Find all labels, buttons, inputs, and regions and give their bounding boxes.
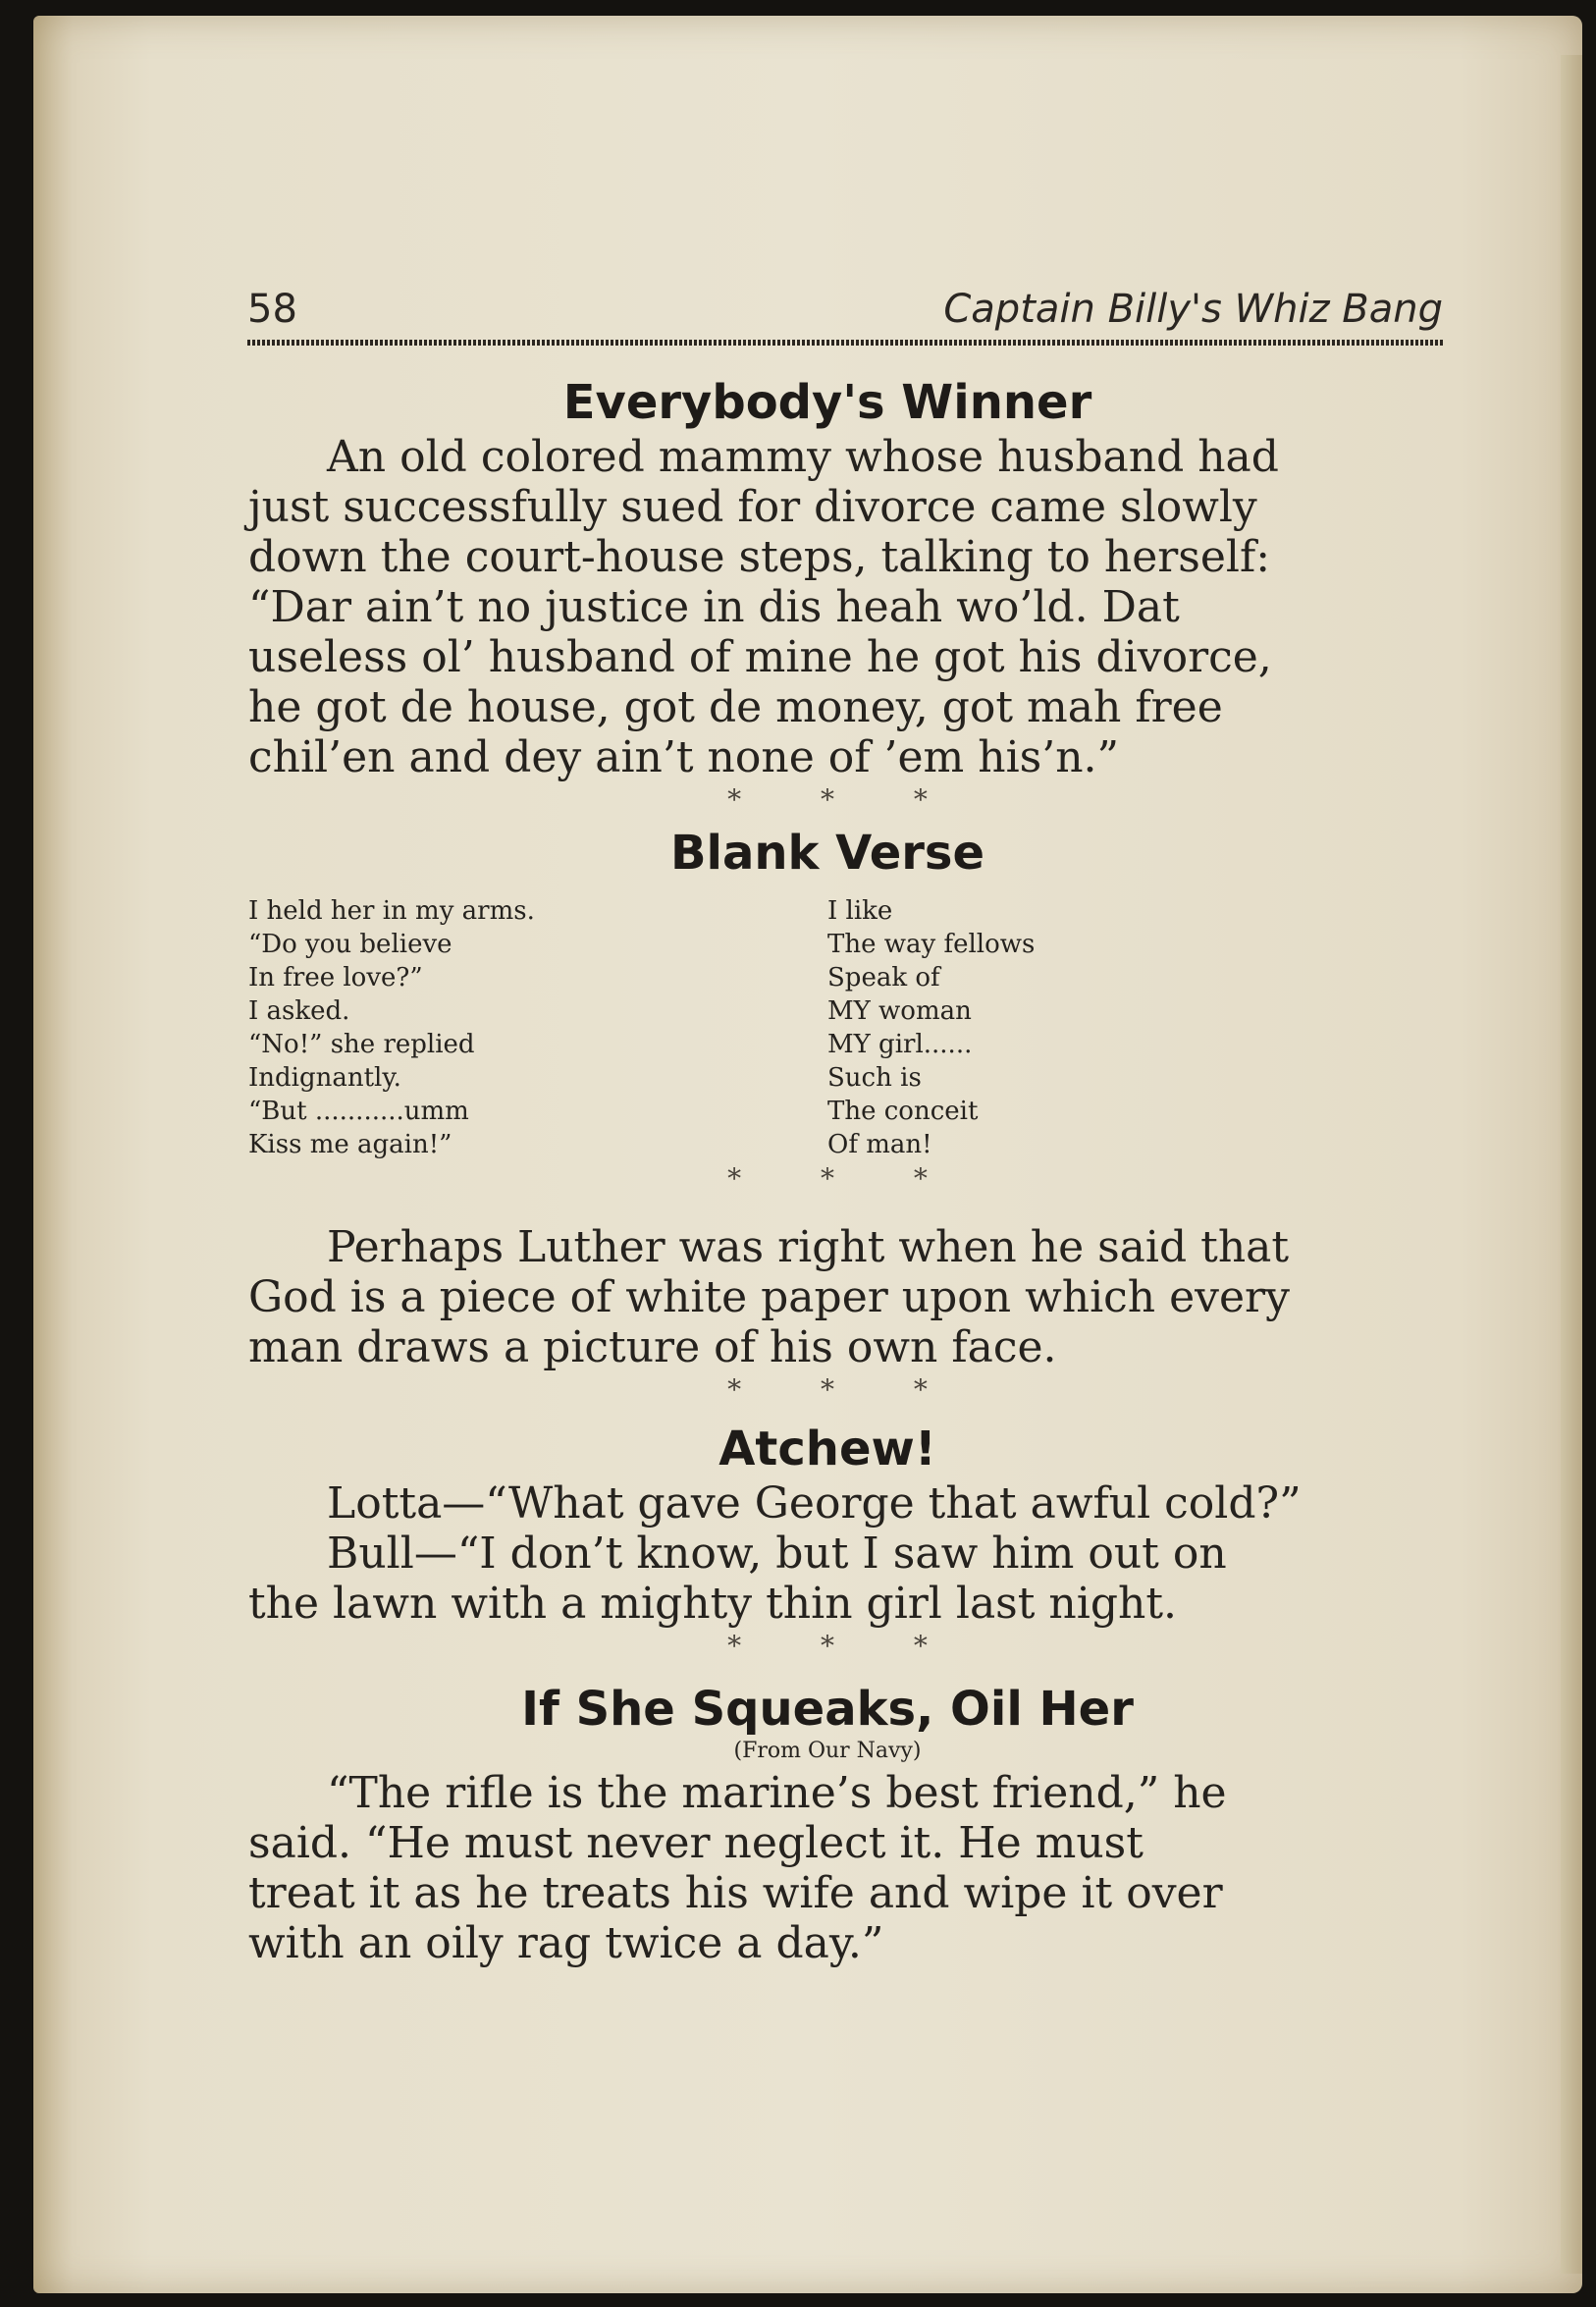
text-line: useless ol’ husband of mine he got his divorce,	[248, 632, 1272, 682]
header-rule	[247, 340, 1443, 346]
text-line: God is a piece of white paper upon which every	[248, 1272, 1290, 1322]
article-if-she-squeaks	[248, 1680, 1407, 1968]
verse-left-column	[248, 894, 827, 1161]
star-divider: * * *	[727, 1630, 963, 1662]
article-body	[248, 1222, 1407, 1372]
verse-line: Kiss me again!”	[248, 1130, 452, 1159]
verse-line: I like	[827, 896, 893, 926]
article-title: Blank Verse	[669, 826, 985, 881]
article-atchew	[248, 1420, 1407, 1629]
text-line: said. “He must never neglect it. He must	[248, 1818, 1144, 1868]
text-line: down the court-house steps, talking to herself:	[248, 532, 1271, 582]
star-divider: * * *	[727, 783, 963, 816]
verse-columns	[248, 894, 1407, 1161]
text-line: with an oily rag twice a day.”	[248, 1918, 884, 1968]
article-blank-verse	[248, 824, 1407, 1161]
text-line: “The rifle is the marine’s best friend,” he	[327, 1768, 1227, 1818]
page-content	[248, 373, 1407, 1968]
verse-right-column	[827, 894, 1407, 1161]
text-line: treat it as he treats his wife and wipe it over	[248, 1868, 1223, 1918]
article-everybodys-winner	[248, 373, 1407, 782]
text-line: chil’en and dey ain’t none of ’em his’n.”	[248, 732, 1120, 782]
star-divider: * * *	[727, 1373, 963, 1406]
article-title: If She Squeaks, Oil Her	[521, 1682, 1134, 1737]
verse-line: The conceit	[827, 1097, 979, 1126]
article-title: Atchew!	[718, 1422, 936, 1476]
text-line: he got de house, got de money, got mah free	[248, 682, 1223, 732]
verse-line: The way fellows	[827, 930, 1036, 959]
page-header	[247, 287, 1443, 355]
article-source: (From Our Navy)	[733, 1739, 922, 1763]
page-number: 58	[247, 287, 297, 332]
text-line: man draws a picture of his own face.	[248, 1322, 1057, 1372]
verse-line: I asked.	[248, 996, 350, 1026]
verse-line: I held her in my arms.	[248, 896, 535, 926]
article-luther	[248, 1222, 1407, 1372]
text-line: Perhaps Luther was right when he said that	[327, 1222, 1290, 1272]
text-line: just successfully sued for divorce came slowly	[248, 482, 1257, 532]
verse-line: MY woman	[827, 996, 972, 1026]
article-body	[248, 432, 1407, 782]
article-body	[248, 1478, 1407, 1629]
verse-line: Indignantly.	[248, 1063, 401, 1093]
verse-line: “No!” she replied	[248, 1030, 475, 1059]
verse-line: In free love?”	[248, 963, 423, 993]
text-line: Lotta—“What gave George that awful cold?”	[327, 1478, 1302, 1529]
article-body	[248, 1768, 1407, 1968]
star-divider: * * *	[727, 1162, 963, 1195]
verse-line: Such is	[827, 1063, 922, 1093]
text-line: An old colored mammy whose husband had	[327, 432, 1279, 482]
verse-line: Of man!	[827, 1130, 932, 1159]
text-line: “Dar ain’t no justice in dis heah wo’ld. Dat	[248, 582, 1180, 632]
text-line: Bull—“I don’t know, but I saw him out on	[327, 1529, 1227, 1579]
running-title: Captain Billy's Whiz Bang	[943, 287, 1443, 332]
text-line: the lawn with a mighty thin girl last night.	[248, 1579, 1177, 1629]
verse-line: Speak of	[827, 963, 940, 993]
verse-line: MY girl......	[827, 1030, 973, 1059]
verse-line: “But ...........umm	[248, 1097, 469, 1126]
article-title: Everybody's Winner	[562, 375, 1092, 430]
verse-line: “Do you believe	[248, 930, 452, 959]
